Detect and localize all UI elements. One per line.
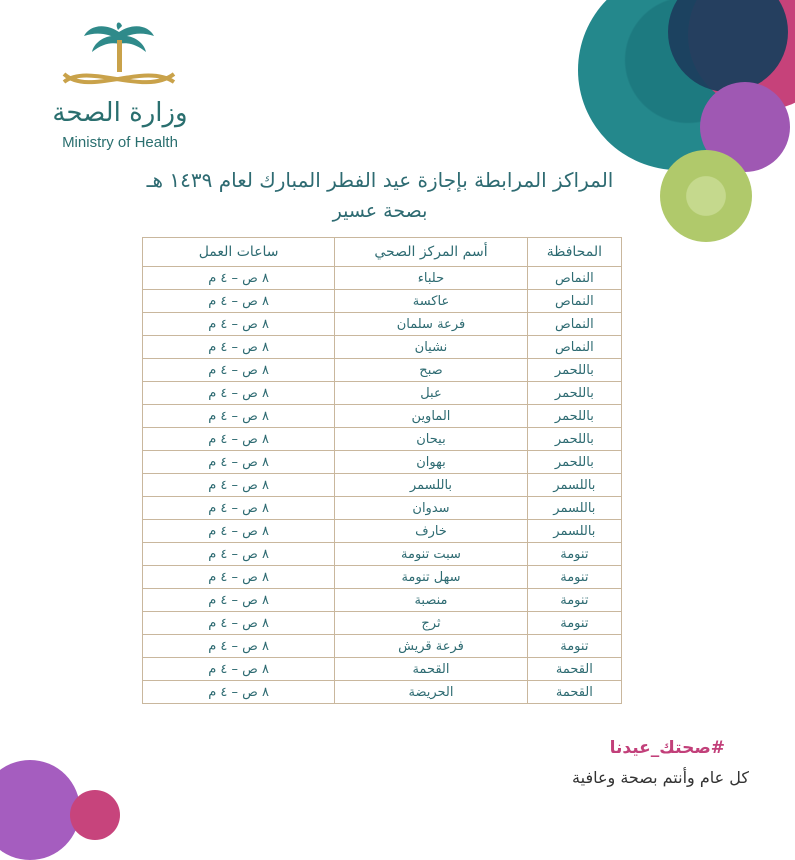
cell-governorate: باللحمر (527, 382, 621, 405)
cell-governorate: القحمة (527, 658, 621, 681)
greeting-text: كل عام وأنتم بصحة وعافية (572, 768, 749, 787)
cell-working-hours: ٨ ص – ٤ م (143, 566, 335, 589)
cell-center-name: بيحان (335, 428, 527, 451)
cell-governorate: تنومة (527, 612, 621, 635)
cell-governorate: باللسمر (527, 497, 621, 520)
cell-governorate: النماص (527, 313, 621, 336)
cell-working-hours: ٨ ص – ٤ م (143, 405, 335, 428)
cell-center-name: فرعة قريش (335, 635, 527, 658)
cell-working-hours: ٨ ص – ٤ م (143, 451, 335, 474)
cell-governorate: تنومة (527, 589, 621, 612)
cell-center-name: منصبة (335, 589, 527, 612)
cell-center-name: سهل تنومة (335, 566, 527, 589)
cell-governorate: باللسمر (527, 520, 621, 543)
cell-working-hours: ٨ ص – ٤ م (143, 543, 335, 566)
cell-center-name: نشيان (335, 336, 527, 359)
table-row (143, 497, 622, 520)
cell-center-name: عاكسة (335, 290, 527, 313)
cell-center-name: بهوان (335, 451, 527, 474)
cell-governorate: باللحمر (527, 451, 621, 474)
cell-governorate: تنومة (527, 543, 621, 566)
cell-working-hours: ٨ ص – ٤ م (143, 382, 335, 405)
decorative-circle-bottom-left-pink (70, 790, 120, 840)
cell-center-name: الماوين (335, 405, 527, 428)
table-row (143, 428, 622, 451)
cell-governorate: باللحمر (527, 405, 621, 428)
cell-center-name: خارف (335, 520, 527, 543)
logo-english-text: Ministry of Health (62, 134, 178, 151)
cell-center-name: صبح (335, 359, 527, 382)
page-subtitle: بصحة عسير (332, 200, 428, 222)
cell-center-name: سدوان (335, 497, 527, 520)
table-row (143, 405, 622, 428)
cell-center-name: القحمة (335, 658, 527, 681)
column-header-working-hours: ساعات العمل (143, 238, 335, 267)
table-row (143, 359, 622, 382)
table-row (143, 566, 622, 589)
table-row (143, 612, 622, 635)
cell-governorate: النماص (527, 290, 621, 313)
table-row (143, 382, 622, 405)
cell-working-hours: ٨ ص – ٤ م (143, 474, 335, 497)
table-row (143, 290, 622, 313)
table-row (143, 267, 622, 290)
hashtag-text: #صحتك_عيدنا (609, 738, 725, 758)
cell-working-hours: ٨ ص – ٤ م (143, 681, 335, 704)
table-header-row (143, 238, 622, 267)
cell-working-hours: ٨ ص – ٤ م (143, 635, 335, 658)
cell-governorate: تنومة (527, 635, 621, 658)
cell-center-name: سبت تنومة (335, 543, 527, 566)
cell-governorate: القحمة (527, 681, 621, 704)
cell-working-hours: ٨ ص – ٤ م (143, 428, 335, 451)
table-row (143, 451, 622, 474)
logo-arabic-text: وزارة الصحة (52, 98, 188, 128)
cell-working-hours: ٨ ص – ٤ م (143, 359, 335, 382)
cell-working-hours: ٨ ص – ٤ م (143, 290, 335, 313)
cell-governorate: باللسمر (527, 474, 621, 497)
cell-governorate: باللحمر (527, 359, 621, 382)
table-row (143, 543, 622, 566)
cell-working-hours: ٨ ص – ٤ م (143, 612, 335, 635)
cell-center-name: فرعة سلمان (335, 313, 527, 336)
cell-center-name: باللسمر (335, 474, 527, 497)
table-row (143, 336, 622, 359)
cell-working-hours: ٨ ص – ٤ م (143, 658, 335, 681)
cell-working-hours: ٨ ص – ٤ م (143, 336, 335, 359)
cell-governorate: تنومة (527, 566, 621, 589)
cell-governorate: النماص (527, 336, 621, 359)
table-row (143, 520, 622, 543)
table-row (143, 589, 622, 612)
table-row (143, 313, 622, 336)
page-title: المراكز المرابطة بإجازة عيد الفطر المبارك لعام ١٤٣٩ هـ (146, 168, 614, 192)
cell-governorate: باللحمر (527, 428, 621, 451)
decorative-circle-green (660, 150, 752, 242)
table-row (143, 681, 622, 704)
cell-working-hours: ٨ ص – ٤ م (143, 520, 335, 543)
cell-center-name: الحريضة (335, 681, 527, 704)
decorative-circle-bottom-left (0, 760, 80, 860)
cell-working-hours: ٨ ص – ٤ م (143, 497, 335, 520)
column-header-center-name: أسم المركز الصحي (335, 238, 527, 267)
cell-center-name: حلباء (335, 267, 527, 290)
cell-governorate: النماص (527, 267, 621, 290)
health-centers-table (142, 237, 622, 704)
cell-working-hours: ٨ ص – ٤ م (143, 313, 335, 336)
table-row (143, 635, 622, 658)
table-row (143, 658, 622, 681)
cell-center-name: عبل (335, 382, 527, 405)
column-header-governorate: المحافظة (527, 238, 621, 267)
cell-working-hours: ٨ ص – ٤ م (143, 267, 335, 290)
cell-working-hours: ٨ ص – ٤ م (143, 589, 335, 612)
cell-center-name: ثرج (335, 612, 527, 635)
table-row (143, 474, 622, 497)
